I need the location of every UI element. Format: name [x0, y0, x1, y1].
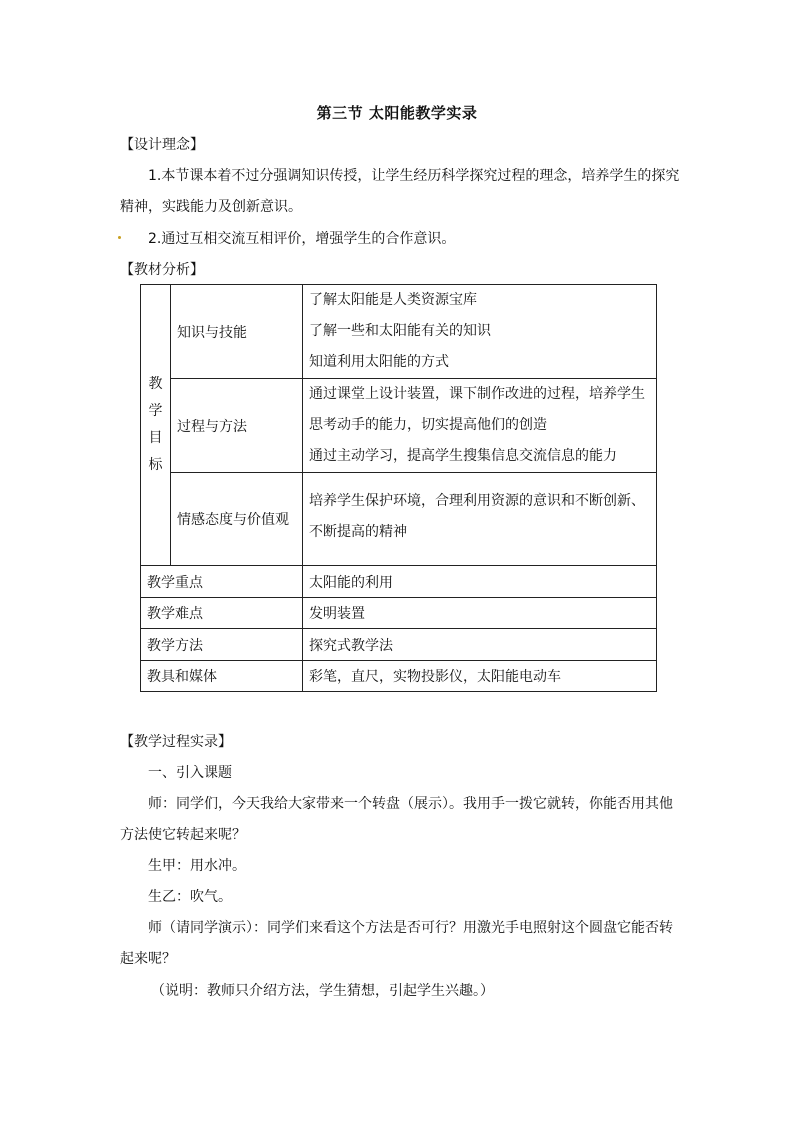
dialogue-line: 生乙：吹气。 — [148, 889, 232, 905]
margin-mark — [118, 236, 121, 239]
teaching-goal-cell — [141, 285, 171, 566]
design-heading: 【设计理念】 — [120, 137, 204, 153]
row-content — [303, 379, 657, 473]
goal-char: 标 — [148, 457, 163, 473]
page-title: 第三节 太阳能教学实录 — [316, 104, 478, 122]
design-paragraph-2: 2.通过互相交流互相评价，增强学生的合作意识。 — [148, 231, 456, 247]
content-line: 不断提高的精神 — [309, 524, 407, 540]
table-row — [141, 661, 657, 692]
table-row — [141, 379, 657, 473]
row-label: 教学难点 — [141, 598, 303, 629]
dialogue-line: 方法使它转起来呢？ — [120, 827, 246, 843]
row-content — [303, 285, 657, 379]
content-line: 通过主动学习，提高学生搜集信息交流信息的能力 — [309, 448, 617, 464]
row-label: 教学重点 — [141, 566, 303, 598]
table-row — [141, 598, 657, 629]
content-line: 培养学生保护环境，合理利用资源的意识和不断创新、 — [309, 493, 645, 509]
content-line: 知道利用太阳能的方式 — [309, 354, 449, 370]
row-content: 彩笔，直尺，实物投影仪，太阳能电动车 — [303, 661, 657, 692]
dialogue-line: 师：同学们，今天我给大家带来一个转盘（展示）。我用手一拨它就转，你能否用其他 — [148, 796, 673, 812]
dialogue-line: 师（请同学演示）：同学们来看这个方法是否可行？用激光手电照射这个圆盘它能否转 — [148, 920, 673, 936]
section-title: 一、引入课题 — [148, 765, 232, 781]
row-label: 知识与技能 — [171, 285, 303, 379]
goal-char: 学 — [148, 403, 163, 419]
design-paragraph-1-line-1: 1.本节课本着不过分强调知识传授，让学生经历科学探究过程的理念，培养学生的探究 — [148, 168, 680, 184]
row-content: 探究式教学法 — [303, 629, 657, 661]
analysis-table — [140, 284, 657, 692]
content-line: 了解一些和太阳能有关的知识 — [309, 323, 491, 339]
content-line: 通过课堂上设计装置，课下制作改进的过程，培养学生 — [309, 386, 645, 402]
goal-char: 教 — [148, 376, 163, 392]
row-content: 发明装置 — [303, 598, 657, 629]
design-paragraph-1-line-2: 精神，实践能力及创新意识。 — [120, 199, 302, 215]
content-line: 了解太阳能是人类资源宝库 — [309, 292, 477, 308]
table-row — [141, 473, 657, 566]
row-label: 教具和媒体 — [141, 661, 303, 692]
dialogue-line: 生甲：用水冲。 — [148, 858, 246, 874]
row-label: 过程与方法 — [171, 379, 303, 473]
row-label: 情感态度与价值观 — [171, 473, 303, 566]
goal-char: 目 — [148, 430, 163, 446]
table-row — [141, 629, 657, 661]
table-row — [141, 566, 657, 598]
analysis-heading: 【教材分析】 — [120, 262, 204, 278]
teaching-note: （说明：教师只介绍方法，学生猜想，引起学生兴趣。） — [151, 983, 494, 999]
row-label: 教学方法 — [141, 629, 303, 661]
process-heading: 【教学过程实录】 — [120, 734, 232, 750]
content-line: 思考动手的能力，切实提高他们的创造 — [309, 417, 547, 433]
row-content: 太阳能的利用 — [303, 566, 657, 598]
row-content — [303, 473, 657, 566]
table-row — [141, 285, 657, 379]
dialogue-line: 起来呢？ — [120, 951, 176, 967]
